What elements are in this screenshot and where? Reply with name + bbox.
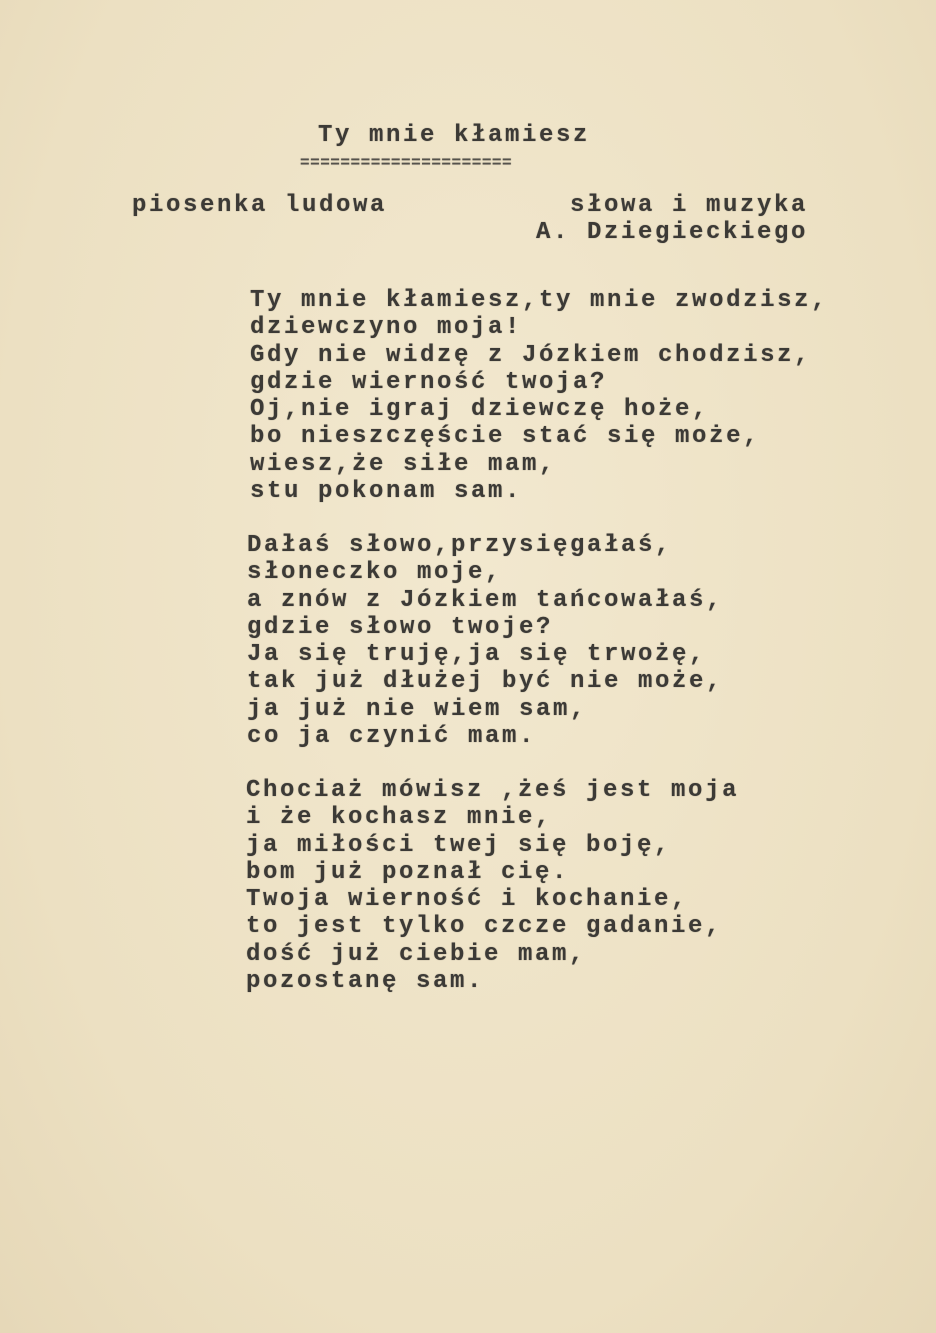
credit-line-1: słowa i muzyka	[570, 192, 809, 219]
song-title: Ty mnie kłamiesz	[318, 122, 591, 149]
genre-label: piosenka ludowa	[132, 192, 388, 219]
credit-line-2: A. Dziegieckiego	[536, 219, 809, 246]
verse-line: gdzie wierność twoja?	[250, 368, 608, 396]
verse-line: i że kochasz mnie,	[246, 804, 553, 832]
stanza-3	[246, 777, 739, 995]
verse-line: pozostanę sam.	[246, 968, 485, 996]
verse-line: wiesz,że siłe mam,	[250, 450, 557, 478]
verse-line: słoneczko moje,	[247, 559, 503, 587]
verse-line: Oj,nie igraj dziewczę hoże,	[250, 396, 710, 424]
credit	[536, 192, 808, 246]
verse-line: Ty mnie kłamiesz,ty mnie zwodzisz,	[250, 287, 829, 314]
verse-line: Gdy nie widzę z Józkiem chodzisz,	[250, 341, 812, 369]
verse-line: ja miłości twej się boję,	[246, 831, 672, 859]
verse-line: to jest tylko czcze gadanie,	[246, 913, 723, 941]
title-underline: =====================	[300, 154, 513, 172]
verse-line: ja już nie wiem sam,	[247, 695, 588, 723]
verse-line: Chociaż mówisz ,żeś jest moja	[246, 777, 740, 804]
verse-line: Ja się truję,ja się trwożę,	[247, 641, 707, 669]
verse-line: dziewczyno moja!	[250, 314, 523, 342]
verse-line: dość już ciebie mam,	[246, 940, 587, 968]
stanza-2	[247, 532, 723, 750]
verse-line: Twoja wierność i kochanie,	[246, 886, 689, 914]
stanza-1	[250, 287, 828, 505]
verse-line: bom już poznał cię.	[246, 858, 570, 886]
verse-line: gdzie słowo twoje?	[247, 613, 554, 641]
verse-line: Dałaś słowo,przysięgałaś,	[247, 532, 673, 559]
verse-line: co ja czynić mam.	[247, 723, 537, 751]
verse-line: bo nieszczęście stać się może,	[250, 423, 761, 451]
verse-line: a znów z Józkiem tańcowałaś,	[247, 586, 724, 614]
verse-line: tak już dłużej być nie może,	[247, 668, 724, 696]
verse-line: stu pokonam sam.	[250, 478, 523, 506]
